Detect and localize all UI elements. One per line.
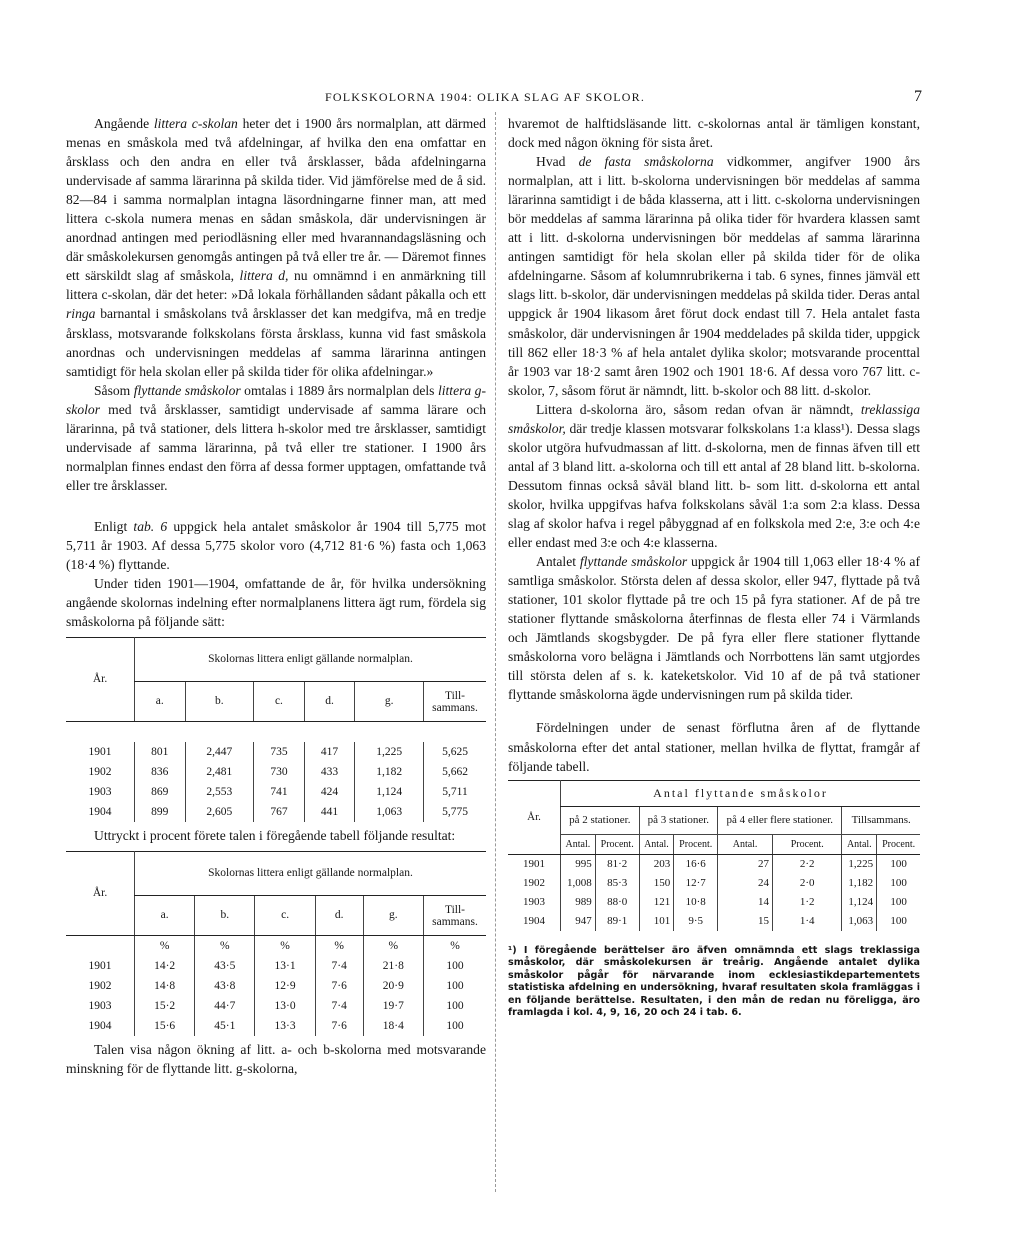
table-row: 1903 15·2 44·7 13·0 7·4 19·7 100 (66, 996, 486, 1016)
table2-col-g: g. (363, 896, 423, 936)
paragraph-fasta-smaskolorna: Hvad de fasta småskolorna vidkommer, angifver 1900 års normalplan, att i litt. b-skolorna undervisningen bör meddelas af samma lärarinna samtidigt i de båda klasserna, att i litt. c-skolorna undervisningen bör meddelas af samma lärarinna på olika tider för hvardera klassen samt att i litt. d-skolorna undervisningen bör meddelas af samma lärarinna antingen samtidigt för hela skolan eller på skilda tider för de olika afdelningarne. Såsom af kolumnrubrikerna i tab. 6 synes, finnes jämväl ett slags litt. b-skolor, där undervisningen meddelas på skilda tider. Deras antal uppgick år 1904 likasom året förut dock endast till 7. Hela antalet fasta småskolor, där undervisningen år 1904 meddelades på skilda tider, uppgick till 862 eller 18·3 % af hela antalet dylika skolor; motsvarande procenttal år 1903 var 18·2 samt åren 1902 och 1901 18·6. Af dessa voro 767 litt. c-skolor, 7, såsom förut är nämndt, litt. b-skolor och 88 litt. d-skolor. (508, 154, 921, 398)
table3-title: Antal flyttande småskolor (561, 780, 921, 806)
table-row: 1904 947 89·1 101 9·5 15 1·4 1,063 100 (508, 912, 920, 931)
paragraph-flyttande: Såsom flyttande småskolor omtalas i 1889 års normalplan dels littera g-skolor med två årsklasser, samtidigt undervisade af samma lärare och lärarinna, på två stationer, dels littera h-skolor med tre årsklasser, samtidigt undervisade af samma lärarinna, på två eller tre stationer. I 1900 års normalplan finnes endast den förra af dessa former upptagen, omfattande två eller tre årsklasser. (66, 382, 487, 493)
paragraph-hvaremot: hvaremot de halftidsläsande litt. c-skolornas antal är tämligen konstant, dock med någon ökning för sista året. (508, 116, 920, 151)
paragraph-enligt-tab: Enligt tab. 6 uppgick hela antalet småskolor år 1904 till 5,775 mot 5,711 år 1903. Af dessa 5,775 skolor voro (4,712 81·6 %) fasta och 1,063 (18·4 %) flyttande. (66, 518, 486, 573)
paragraph-fordelningen: Fördelningen under de senast förflutna åren af de flyttande småskolorna efter det antal stationer, mellan hvilka de flyttat, framgår af följande tabell. (508, 720, 920, 774)
table-row: 1904 15·6 45·1 13·3 7·6 18·4 100 (66, 1016, 486, 1036)
table-row: 1902 1,008 85·3 150 12·7 24 2·0 1,182 100 (508, 874, 920, 893)
paragraph-talen-visa: Talen visa någon ökning af litt. a- och b-skolorna med motsvarande minskning för de flyttande litt. g-skolorna, (66, 1042, 486, 1077)
table1-col-b: b. (185, 682, 254, 722)
table1-col-total: Till-sammans. (424, 682, 487, 722)
table2-col-c: c. (255, 896, 315, 936)
table2-col-a: a. (135, 896, 195, 936)
table-row: 1903 869 2,553 741 424 1,124 5,711 (66, 782, 486, 802)
paragraph-littera-c: Angående littera c-skolan heter det i 1900 års normalplan, att därmed menas en småskola med två afdelningar, af hvilka den ena omfattar en årsklass och den andra en eller två årsklasser, båda afdelningarna undervisade af samma lärarinna på skilda tider. Vid jämförelse med de å sid. 82—84 i samma normalplan intagna läsordningarne finner man, att med littera c-skola numera menas en sådan småskola, där undervisningen är anordnad antingen med periodläsning eller med hvarannandagsläsning och där småskolekursen genomgås antingen på två eller tre år. — Däremot finnes ett särskildt slag af småskola, littera d, nu omnämnd i en anmärkning till littera c-skolan, där det heter: »Då lokala förhållanden sådant påkalla och ett ringa barnantal i småskolans två årsklasser det kan medgifva, må en tredje årsklass, motsvarande folkskolans första årsklass, kunna vid fast småskola anordnas och undervisningen meddelas af samma lärarinna antingen samtidigt för hela skolan eller på skilda tider för olika afdelningar.» (66, 116, 487, 379)
table3-group-3: på 3 stationer. (639, 806, 718, 834)
table-row: 1901 995 81·2 203 16·6 27 2·2 1,225 100 (508, 854, 920, 874)
table3-group-4: på 4 eller flere stationer. (718, 806, 842, 834)
table-row: 1901 14·2 43·5 13·1 7·4 21·8 100 (66, 956, 486, 976)
table-school-counts (66, 637, 486, 822)
table2-group-header: Skolornas littera enligt gällande normalplan. (135, 852, 487, 896)
table-row: 1902 836 2,481 730 433 1,182 5,662 (66, 762, 486, 782)
paragraph-antalet-flyttande: Antalet flyttande småskolor uppgick år 1904 till 1,063 eller 18·4 % af samtliga småskolor. Största delen af dessa skolor, eller 947, flyttade på två stationer, 101 skolor flyttade på tre och 15 på fyra stationer. Af de på tre stationer flyttande småskolorna återfinnas de flesta eller 74 i Värmlands och Jämtlands skogsbygder. De på fyra eller flere stationer flyttande småskolorna voro belägna i Jämtlands och Norrbottens län samt utgjordes till största delen af s. k. kateketskolor. Vid 10 af de på två stationer flyttande småskolorna ägde undervisningen rum på skilda tider. (508, 554, 920, 703)
table-units-row: % % % % % % (66, 936, 486, 957)
table1-col-d: d. (304, 682, 355, 722)
table3-year-header: År. (508, 780, 561, 854)
paragraph-under-tiden: Under tiden 1901—1904, omfattande de år, för hvilka undersökning angående skolornas indelning efter normalplanens littera ägt rum, fördela sig småskolorna på följande sätt: (66, 576, 486, 630)
table1-group-header: Skolornas littera enligt gällande normalplan. (135, 638, 487, 682)
paragraph-littera-d: Littera d-skolorna äro, såsom redan ofvan är nämndt, treklassiga småskolor, där tredje klassen motsvarar folkskolans 1:a klass¹). Dessa slags skolor utgöra hufvudmassan af litt. d-skolorna, men de finnas äfven till ett antal af 3 bland litt. a-skolorna och till ett antal af 28 bland litt. b-skolorna. Dessutom finnas också såväl bland litt. b- som litt. d-skolorna ett antal skolor, hvilka uppgifvas hafva folkskolans såväl 1:a som 2:a klass. Dessa slag af skolor hafva i regel påbyggnad af en folkskola med 2:e, 3:e och 4:e eller endast med 3:e och 4:e klasserna. (508, 401, 920, 551)
header-title: FOLKSKOLORNA 1904: OLIKA SLAG AF SKOLOR. (325, 90, 646, 104)
table1-col-a: a. (135, 682, 186, 722)
table3-group-2: på 2 stationer. (561, 806, 640, 834)
table3-group-total: Tillsammans. (842, 806, 920, 834)
table-row: 1903 989 88·0 121 10·8 14 1·2 1,124 100 (508, 893, 920, 912)
table1-col-c: c. (254, 682, 305, 722)
table-row: 1902 14·8 43·8 12·9 7·6 20·9 100 (66, 976, 486, 996)
table1-col-g: g. (355, 682, 424, 722)
table-row: 1904 899 2,605 767 441 1,063 5,775 (66, 802, 486, 822)
table1-year-header: År. (66, 638, 135, 722)
table2-col-b: b. (195, 896, 255, 936)
right-column (508, 114, 920, 1020)
column-divider (495, 112, 496, 1192)
table2-col-total: Till-sammans. (424, 896, 487, 936)
table2-year-header: År. (66, 852, 135, 936)
footnote: ¹) I föregående berättelser äro äfven omnämnda ett slags treklassiga småskolor, där småskolekursen är treårig. Angående antalet dylika småskolor pågår för närvarande inom ecklesiastikdepartementets statistiska afdelning en undersökning, hvaraf resultaten skola framläggas i en följande berättelse. Resultaten, i den mån de redan nu föreligga, äro framlagda i kol. 4, 9, 16, 20 och 24 i tab. 6. (508, 944, 920, 1019)
left-column (66, 114, 486, 1078)
table-row: 1901 801 2,447 735 417 1,225 5,625 (66, 742, 486, 762)
paragraph-uttryckt: Uttryckt i procent förete talen i föregående tabell följande resultat: (94, 828, 456, 844)
page-number: 7 (914, 88, 922, 105)
table-school-percent (66, 851, 486, 1036)
table-flyttande-stations: År. Antal flyttande småskolor på 2 stationer. på 3 stationer. på 4 eller flere stationer. Tillsammans. Antal. Procent. Antal. Procent. Antal. Procent. Antal. Procent. 1901 995 81·2 203 16·6 27 2·2 1,225 100 1902 1,008 85·3 150 12·7 24 2·0 1,182 100 1903 989 88·0 121 10·8 14 1·2 1,124 100 1904 947 89·1 101 9·5 15 1·4 1,063 100 (508, 780, 920, 931)
running-header (0, 90, 1024, 110)
table2-col-d: d. (315, 896, 363, 936)
